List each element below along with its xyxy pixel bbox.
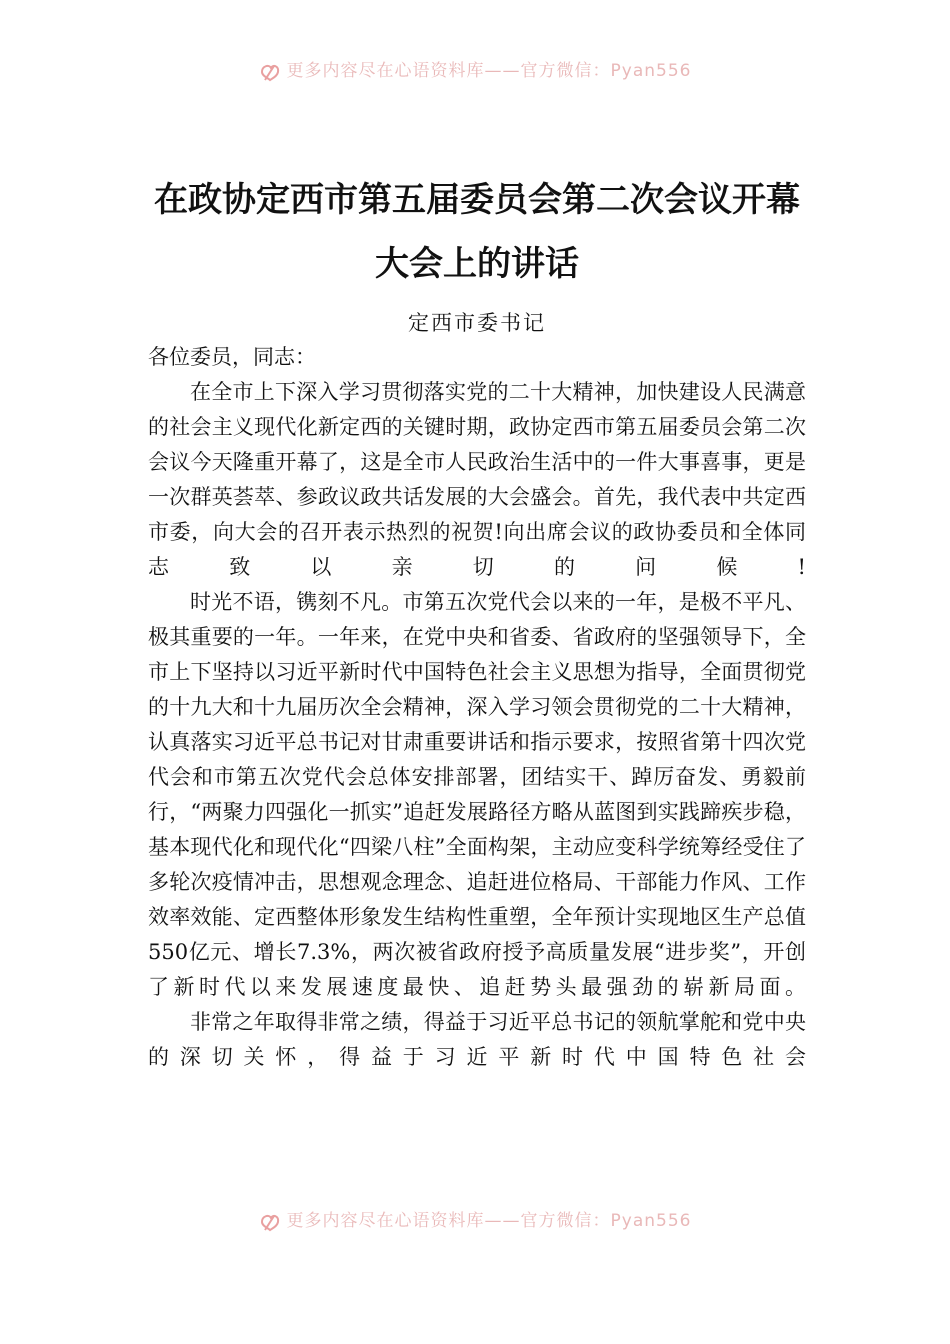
document-title: 在政协定西市第五届委员会第二次会议开幕大会上的讲话 (154, 180, 800, 284)
watermark-logo-icon (259, 60, 281, 82)
document-body (148, 340, 806, 1075)
watermark-logo-icon (259, 1210, 281, 1232)
watermark-text: 更多内容尽在心语资料库——官方微信：Pyan556 (286, 1211, 692, 1231)
paragraph-3: 非常之年取得非常之绩，得益于习近平总书记的领航掌舵和党中央的深切关怀，得益于习近平新时代中国特色社会 (148, 1010, 806, 1069)
salutation: 各位委员，同志： (148, 345, 316, 369)
paragraph-1: 在全市上下深入学习贯彻落实党的二十大精神，加快建设人民满意的社会主义现代化新定西的关键时期，政协定西市第五届委员会第二次会议今天隆重开幕了，这是全市人民政治生活中的一件大事喜事，更是一次群英荟萃、参政议政共话发展的大会盛会。首先，我代表中共定西市委，向大会的召开表示热烈的祝贺!向出席会议的政协委员和全体同志致以亲切的问候! (148, 380, 806, 579)
watermark-bottom (0, 1204, 950, 1238)
document-author: 定西市委书记 (408, 311, 546, 335)
watermark-top (0, 54, 950, 88)
paragraph-2: 时光不语，镌刻不凡。市第五次党代会以来的一年，是极不平凡、极其重要的一年。一年来，在党中央和省委、省政府的坚强领导下，全市上下坚持以习近平新时代中国特色社会主义思想为指导，全面贯彻党的十九大和十九届历次全会精神，深入学习领会贯彻党的二十大精神，认真落实习近平总书记对甘肃重要讲话和指示要求，按照省第十四次党代会和市第五次党代会总体安排部署，团结实干、踔厉奋发、勇毅前行，“两聚力四强化一抓实”追赶发展路径方略从蓝图到实践蹄疾步稳，基本现代化和现代化“四梁八柱”全面构架，主动应变科学统筹经受住了多轮次疫情冲击，思想观念理念、追赶进位格局、干部能力作风、工作效率效能、定西整体形象发生结构性重塑，全年预计实现地区生产总值550亿元、增长7.3%，两次被省政府授予高质量发展“进步奖”，开创了新时代以来发展速度最快、追赶势头最强劲的崭新局面。 (148, 590, 806, 999)
watermark-text: 更多内容尽在心语资料库——官方微信：Pyan556 (286, 61, 692, 81)
